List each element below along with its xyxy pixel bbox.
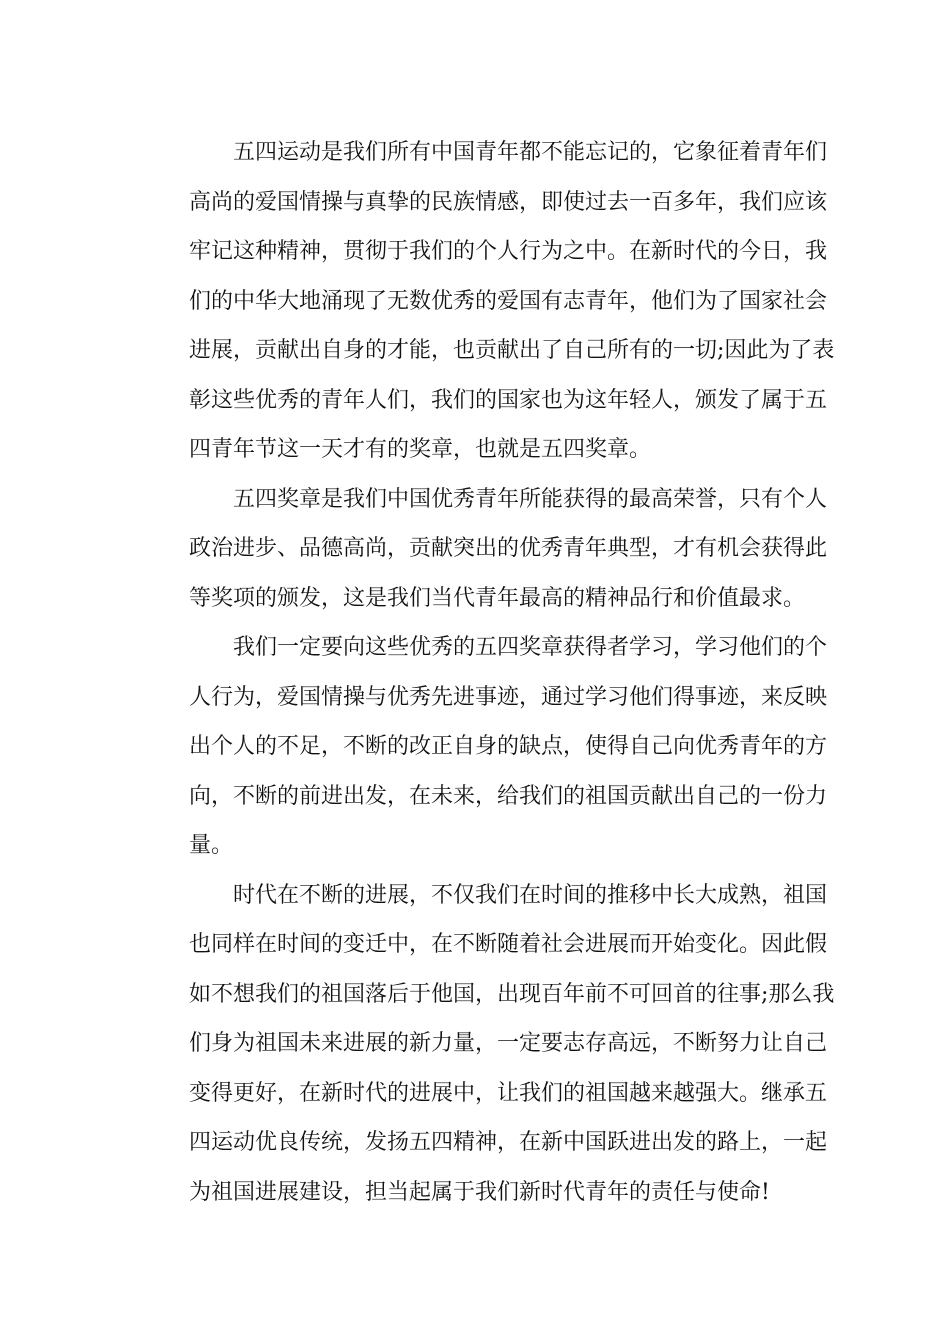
paragraph-line: 出个人的不足，不断的改正自身的缺点，使得自己向优秀青年的方 <box>189 734 828 759</box>
paragraph-2 <box>145 475 828 624</box>
paragraph-line: 们身为祖国未来进展的新力量，一定要志存高远，不断努力让自己 <box>189 1031 828 1056</box>
paragraph-line: 五四运动是我们所有中国青年都不能忘记的，它象征着青年们 <box>233 140 828 165</box>
paragraph-line: 牢记这种精神，贯彻于我们的个人行为之中。在新时代的今日，我 <box>189 239 828 264</box>
paragraph-line: 时代在不断的进展，不仅我们在时间的推移中长大成熟，祖国 <box>233 882 828 908</box>
paragraph-line: 也同样在时间的变迁中，在不断随着社会进展而开始变化。因此假 <box>189 932 828 957</box>
document-body <box>145 128 835 1217</box>
paragraph-3 <box>145 623 828 871</box>
paragraph-line: 向，不断的前进出发，在未来，给我们的祖国贡献出自己的一份力 <box>189 783 828 809</box>
paragraph-line: 进展，贡献出自身的才能，也贡献出了自己所有的一切;因此为了表 <box>189 338 835 363</box>
paragraph-line: 我们一定要向这些优秀的五四奖章获得者学习，学习他们的个 <box>233 635 828 660</box>
paragraph-line: 人行为，爱国情操与优秀先进事迹，通过学习他们得事迹，来反映 <box>189 684 828 710</box>
paragraph-4 <box>145 871 835 1218</box>
paragraph-line: 们的中华大地涌现了无数优秀的爱国有志青年，他们为了国家社会 <box>189 288 828 314</box>
paragraph-line: 如不想我们的祖国落后于他国，出现百年前不可回首的往事;那么我 <box>189 981 835 1007</box>
paragraph-line: 等奖项的颁发，这是我们当代青年最高的精神品行和价值最求。 <box>189 585 806 611</box>
paragraph-1 <box>145 128 835 475</box>
paragraph-line: 量。 <box>189 833 234 858</box>
paragraph-line: 四青年节这一天才有的奖章，也就是五四奖章。 <box>189 437 652 462</box>
paragraph-line: 政治进步、品德高尚，贡献突出的优秀青年典型，才有机会获得此 <box>189 536 828 561</box>
paragraph-line: 高尚的爱国情操与真挚的民族情感，即使过去一百多年，我们应该 <box>189 189 828 215</box>
paragraph-line: 为祖国进展建设，担当起属于我们新时代青年的责任与使命! <box>189 1179 770 1205</box>
paragraph-line: 彰这些优秀的青年人们，我们的国家也为这年轻人，颁发了属于五 <box>189 387 828 413</box>
paragraph-line: 变得更好，在新时代的进展中，让我们的祖国越来越强大。继承五 <box>189 1080 828 1106</box>
paragraph-line: 四运动优良传统，发扬五四精神，在新中国跃进出发的路上，一起 <box>189 1130 828 1155</box>
paragraph-line: 五四奖章是我们中国优秀青年所能获得的最高荣誉，只有个人 <box>233 486 828 512</box>
